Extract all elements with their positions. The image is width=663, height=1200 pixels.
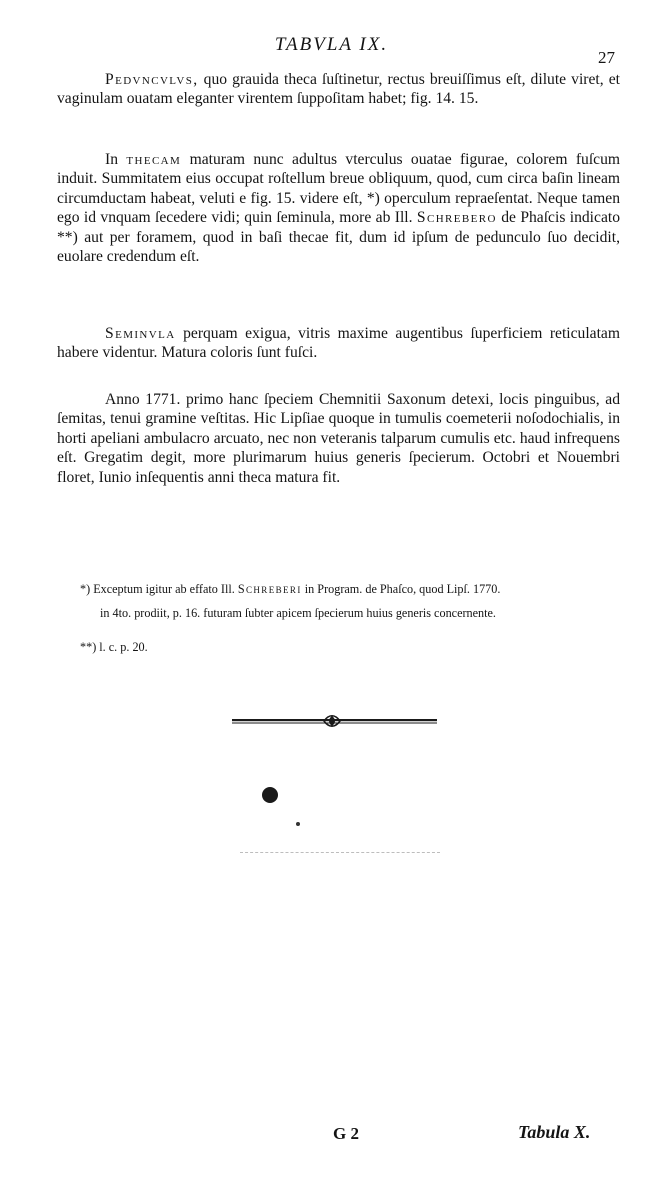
paragraph-text: quo grauida theca ſuſtinetur, rectus breuiſſimus eſt, dilute viret, et vaginulam ouatam eleganter virentem ſuppoſitam habet; fig. 14. 15. bbox=[57, 71, 620, 108]
paragraph-habitat bbox=[57, 390, 620, 487]
paragraph-seminula bbox=[57, 324, 620, 363]
paragraph-text: Anno 1771. primo hanc ſpeciem Chemnitii Saxonum detexi, locis pinguibus, ad ſemitas, tenui gramine veſtitas. Hic Lipſiae quoque in tumulis coemeterii noſodochialis, in horti apeliani ambulacro arcuato, nec non veteranis talparum cumulis etc. haud infrequens eſt. Gregatim degit, more plurimarum huius generis ſpecierum. Octobri et Nouembri floret, Iunio inſequentis anni theca matura fit. bbox=[57, 391, 620, 486]
footnote-1-continuation: in 4to. prodiit, p. 16. futuram ſubter apicem ſpecierum huius generis concernente. bbox=[100, 606, 496, 620]
paragraph-theca bbox=[57, 150, 620, 266]
paragraph-intro: In bbox=[105, 151, 127, 168]
paragraph-lead-word: Seminvla bbox=[105, 325, 176, 342]
paragraph-text-cont: de Phaſcis indicato **) aut per foramem, quod in baſi thecae fit, dum id ipſum de pedunculo ſuo decidit, euolare credendum eſt. bbox=[57, 209, 620, 266]
catchword: Tabula X. bbox=[518, 1122, 591, 1142]
paragraph-lead-word: thecam bbox=[126, 151, 182, 168]
footnote-text: *) Exceptum igitur ab effato Ill. bbox=[80, 582, 238, 596]
running-title: TABVLA IX. bbox=[274, 34, 389, 55]
author-name: Schrebero bbox=[416, 209, 497, 227]
ink-dot-icon bbox=[296, 822, 300, 826]
paragraph-lead-word: Pedvncvlvs, bbox=[105, 71, 199, 88]
faint-bleedthrough-line bbox=[240, 852, 440, 854]
ink-stain-icon bbox=[262, 787, 278, 803]
ornament-divider-icon bbox=[232, 713, 437, 729]
paragraph-text: maturam nunc adultus vterculus ouatae figurae, colorem fuſcum induit. Summitatem eius occupat roſtellum breue obliquum, quod, cum circa baſin lineam circumductam habeat, veluti e fig. 15. videre eſt, *) operculum repraeſentat. Neque tamen ego id vnquam ſecedere vidi; quin ſeminula, more ab Ill. bbox=[57, 151, 621, 227]
signature-mark: G 2 bbox=[333, 1124, 359, 1143]
footnote-1 bbox=[80, 580, 620, 598]
author-name: Schreberi bbox=[237, 582, 302, 596]
footnote-2: **) l. c. p. 20. bbox=[80, 640, 148, 654]
footnote-text-cont: in Program. de Phaſco, quod Lipſ. 1770. bbox=[301, 582, 501, 596]
paragraph-pedunculus bbox=[57, 70, 620, 109]
paragraph-text: perquam exigua, vitris maxime augentibus ſuperficiem reticulatam habere videntur. Matura coloris ſunt fuſci. bbox=[57, 325, 620, 362]
page-number: 27 bbox=[598, 48, 615, 67]
